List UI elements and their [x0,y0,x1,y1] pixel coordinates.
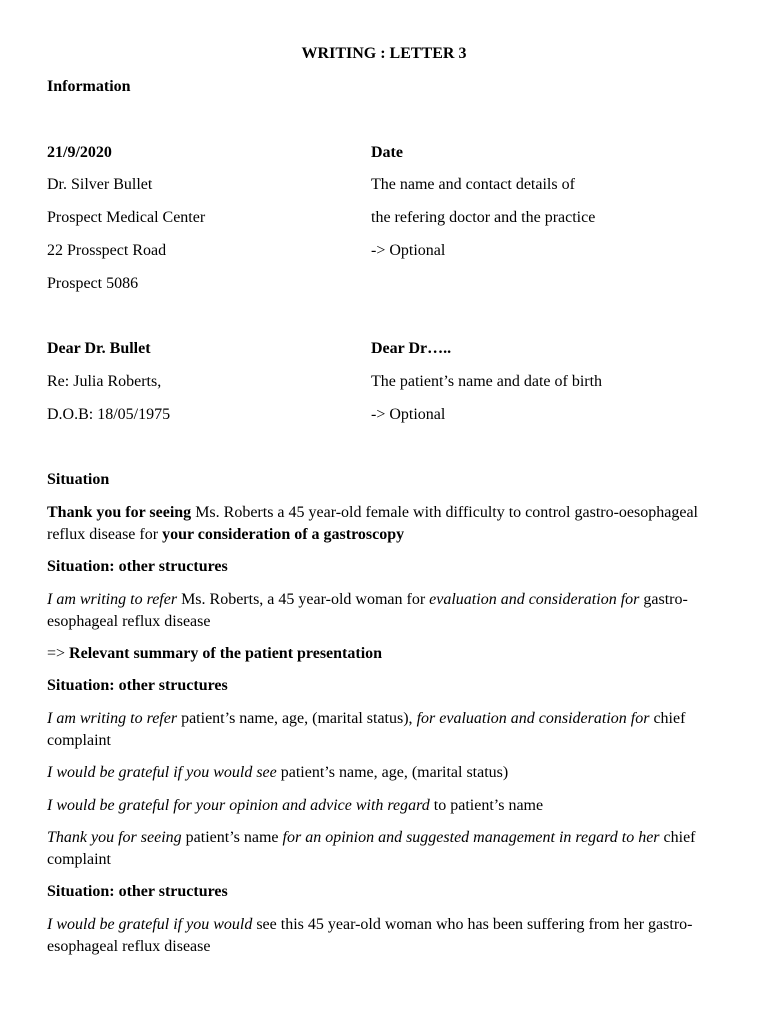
paragraph-7 [47,827,737,871]
p4-italic: I am writing to refer [47,710,178,727]
p2-italic-2: evaluation and consideration for [429,591,640,608]
information-heading: Information [47,78,131,95]
date-label: Date [371,144,403,161]
contact-note-2: the refering doctor and the practice [371,209,596,226]
contact-note-1: The name and contact details of [371,176,575,193]
salutation-label: Dear Dr….. [371,340,452,357]
other-structures-heading-1: Situation: other structures [47,558,228,575]
p7-italic: Thank you for seeing [47,829,182,846]
p2-text: Ms. Roberts, a 45 year-old woman for [177,591,430,608]
p5-text: patient’s name, age, (marital status) [276,764,509,781]
paragraph-2 [47,589,737,633]
p6-text: to patient’s name [429,797,544,814]
p8-italic: I would be grateful if you would [47,916,253,933]
doctor-name: Dr. Silver Bullet [47,176,153,193]
practice-suburb: Prospect 5086 [47,275,139,292]
p4-text-end: chief complaint [47,710,686,749]
optional-note-1: -> Optional [371,242,446,259]
situation-heading: Situation [47,471,110,488]
paragraph-1 [47,502,737,546]
paragraph-6 [47,796,543,816]
paragraph-3 [47,644,382,664]
practice-street: 22 Prosspect Road [47,242,167,259]
p3-arrow: => [47,645,70,662]
page-title: WRITING : LETTER 3 [301,45,467,62]
p7-text-end: chief complaint [47,829,696,868]
other-structures-heading-2: Situation: other structures [47,677,228,694]
paragraph-8 [47,914,737,958]
patient-name: Re: Julia Roberts, [47,373,162,390]
other-structures-heading-3: Situation: other structures [47,883,228,900]
paragraph-4 [47,708,737,752]
practice-name: Prospect Medical Center [47,209,206,226]
letter-date: 21/9/2020 [47,144,112,161]
patient-note: The patient’s name and date of birth [371,373,603,390]
p6-italic: I would be grateful for your opinion and advice with regard [47,797,430,814]
p3-bold: Relevant summary of the patient presentation [69,645,383,662]
p2-text-end: gastro-esophageal reflux disease [47,591,688,630]
p7-italic-2: for an opinion and suggested management in regard to her [282,829,660,846]
p1-text: Ms. Roberts a 45 year-old female with difficulty to control gastro-oesophageal reflux disease for [47,504,698,543]
p4-text: patient’s name, age, (marital status), [177,710,417,727]
p7-text: patient’s name [181,829,283,846]
p5-italic: I would be grateful if you would see [47,764,277,781]
p2-italic: I am writing to refer [47,591,178,608]
patient-dob: D.O.B: 18/05/1975 [47,406,171,423]
p4-italic-2: for evaluation and consideration for [416,710,650,727]
p1-bold-end: your consideration of a gastroscopy [162,526,405,543]
salutation: Dear Dr. Bullet [47,340,151,357]
p8-text: see this 45 year-old woman who has been suffering from her gastro-esophageal reflux disease [47,916,693,955]
optional-note-2: -> Optional [371,406,446,423]
paragraph-5 [47,763,508,783]
p1-bold: Thank you for seeing [47,504,192,521]
